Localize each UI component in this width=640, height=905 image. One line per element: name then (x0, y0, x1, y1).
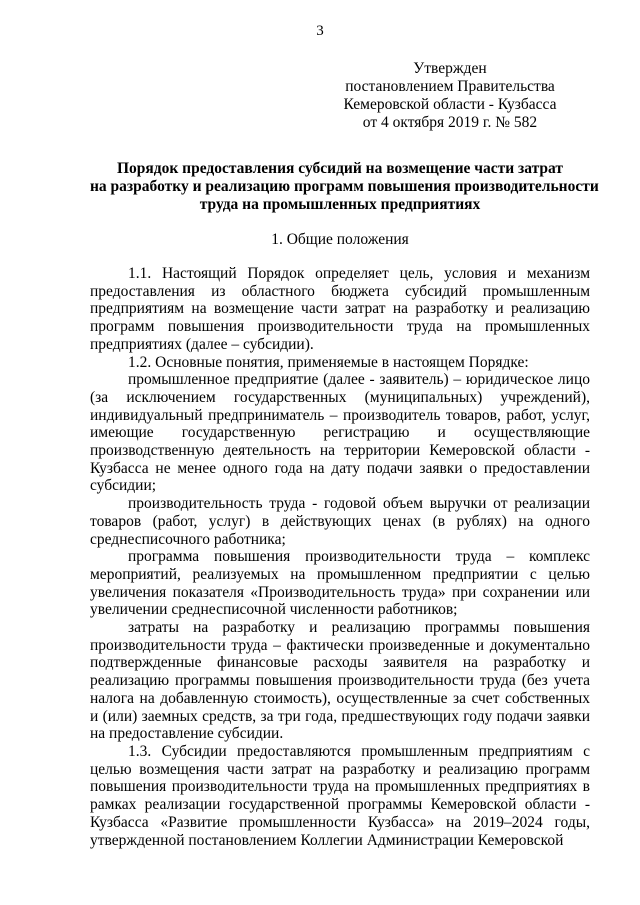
approval-line: Кемеровской области - Кузбасса (343, 96, 557, 113)
page-number: 3 (316, 23, 324, 39)
title-line: на разработку и реализацию программ повышения производительности (90, 178, 599, 195)
approval-block (330, 60, 570, 132)
paragraph: производительность труда - годовой объем выручки от реализации товаров (работ, услуг) в действующих ценах (в рублях) на одного среднесписочного работника; (90, 495, 590, 548)
paragraph: затраты на разработку и реализацию программы повышения производительности труда – фактически произведенные и документально подтвержденные финансовые расходы заявителя на разработку и реализацию программы повышения производительности труда (без учета налога на добавленную стоимость), осуществленные за счет собственных и (или) заемных средств, за три года, предшествующих году подачи заявки на предоставление субсидии. (90, 619, 590, 743)
paragraph: программа повышения производительности труда – комплекс мероприятий, реализуемых на промышленном предприятии с целью увеличения показателя «Производительность труда» при сохранении или увеличении среднесписочной численности работников; (90, 548, 590, 619)
paragraph: промышленное предприятие (далее - заявитель) – юридическое лицо (за исключением государственных (муниципальных) учреждений), индивидуальный предприниматель – производитель товаров, работ, услуг, имеющие государственную регистрацию и осуществляющие производственную деятельность на территории Кемеровской области - Кузбасса не менее одного года на дату подачи заявки о предоставлении субсидии; (90, 371, 590, 495)
approval-line: постановлением Правительства (345, 78, 555, 95)
document-title (90, 160, 599, 214)
title-line: труда на промышленных предприятиях (199, 196, 481, 213)
document-body (90, 265, 590, 849)
paragraph: 1.3. Субсидии предоставляются промышленным предприятиям с целью возмещения части затрат на разработку и реализацию программ повышения производительности труда на промышленных предприятиях в рамках реализации государственной программы Кемеровской области - Кузбасса «Развитие промышленности Кузбасса» на 2019–2024 годы, утвержденной постановлением Коллегии Администрации Кемеровской (90, 742, 590, 849)
section-heading: 1. Общие положения (271, 231, 409, 248)
approval-line: Утвержден (413, 60, 487, 77)
paragraph: 1.1. Настоящий Порядок определяет цель, условия и механизм предоставления из областного бюджета субсидий промышленным предприятиям на возмещение части затрат на разработку и реализацию программ повышения производительности труда на промышленных предприятиях (далее – субсидии). (90, 265, 590, 353)
title-line: Порядок предоставления субсидий на возмещение части затрат (116, 160, 564, 177)
approval-line: от 4 октября 2019 г. № 582 (362, 114, 538, 131)
paragraph: 1.2. Основные понятия, применяемые в настоящем Порядке: (128, 353, 529, 371)
